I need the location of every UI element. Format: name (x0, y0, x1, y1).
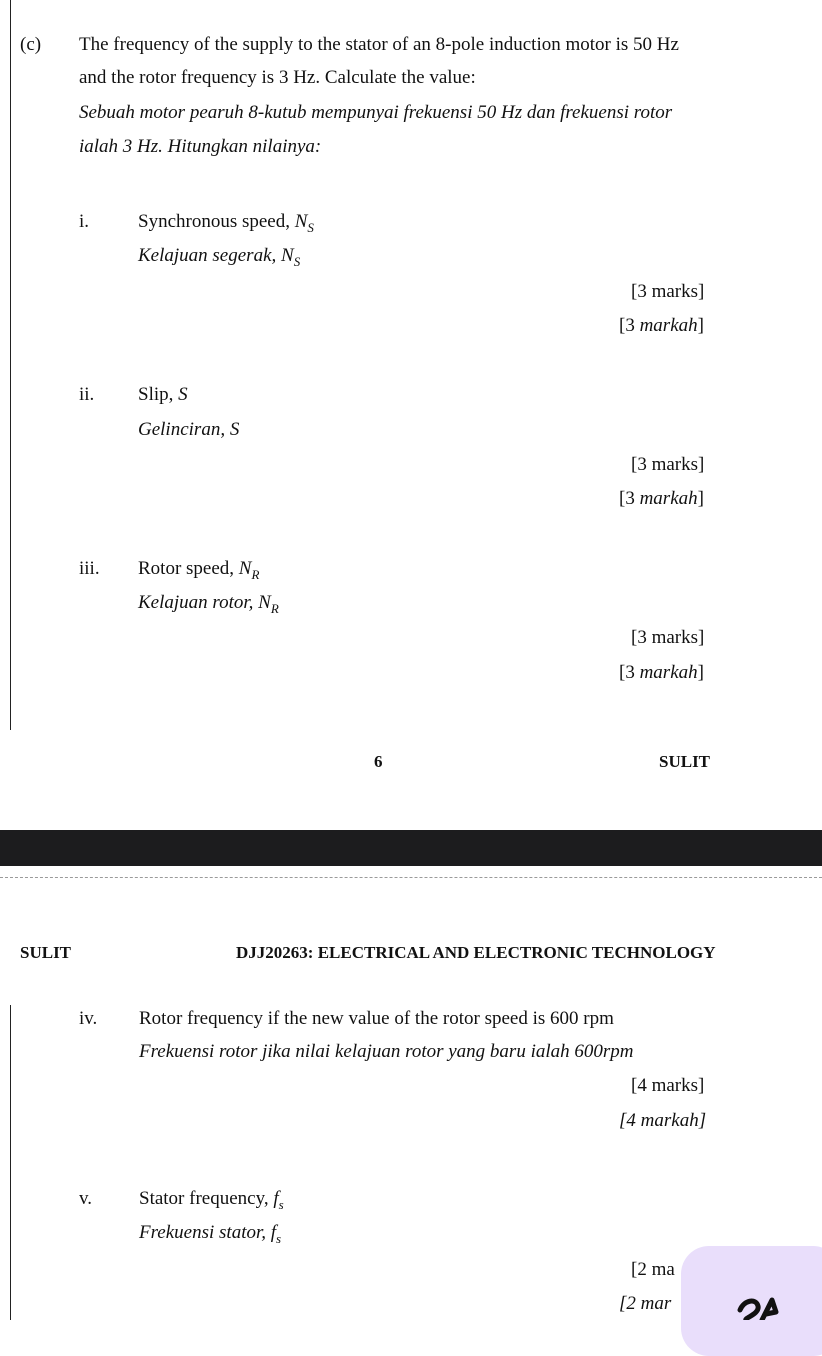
item-number: iv. (79, 1008, 98, 1029)
item-text-ms: Kelajuan segerak, $N_S$ (138, 245, 301, 269)
header-course: DJJ20263: ELECTRICAL AND ELECTRONIC TECHNOLOGY (236, 943, 716, 962)
marks-ms: [3 markah] (619, 488, 704, 509)
marks-en: [3 marks] (631, 454, 705, 475)
item-text-en: Rotor frequency if the new value of the rotor speed is 600 rpm (139, 1008, 614, 1029)
item-text-en: Synchronous speed, $N_S$ (138, 211, 314, 235)
page-number: 6 (374, 752, 383, 771)
margin-rule-top (10, 0, 11, 730)
item-number: i. (79, 211, 90, 232)
item-text-en: Slip, S (138, 384, 188, 405)
item-text-ms: Kelajuan rotor, $N_R$ (138, 592, 279, 616)
marks-en: [4 marks] (631, 1075, 705, 1096)
marks-ms: [2 mar (619, 1293, 672, 1314)
marks-en: [2 ma (631, 1259, 675, 1280)
footer-sulit: SULIT (659, 752, 711, 771)
item-text-en: Stator frequency, $f_s$ (139, 1188, 284, 1212)
item-number: v. (79, 1188, 93, 1209)
item-text-ms: Gelinciran, S (138, 419, 240, 440)
question-en-line-1: The frequency of the supply to the stator of an 8-pole induction motor is 50 Hz (79, 34, 679, 55)
margin-rule-bottom (10, 1005, 11, 1320)
marks-ms: [4 markah] (619, 1110, 707, 1131)
question-en-line-2: and the rotor frequency is 3 Hz. Calculate the value: (79, 67, 476, 88)
item-text-ms: Frekuensi rotor jika nilai kelajuan rotor yang baru ialah 600rpm (139, 1041, 634, 1062)
item-number: ii. (79, 384, 95, 405)
header-sulit: SULIT (20, 943, 72, 962)
marks-en: [3 marks] (631, 627, 705, 648)
scribble-icon (736, 1290, 786, 1320)
marks-en: [3 marks] (631, 281, 705, 302)
marks-ms: [3 markah] (619, 315, 704, 336)
part-label: (c) (20, 34, 42, 55)
item-text-en: Rotor speed, $N_R$ (138, 558, 260, 582)
page-break-band (0, 830, 822, 866)
item-text-ms: Frekuensi stator, $f_s$ (139, 1222, 282, 1246)
question-ms-line-1: Sebuah motor pearuh 8-kutub mempunyai frekuensi 50 Hz dan frekuensi rotor (79, 102, 673, 123)
question-ms-line-2: ialah 3 Hz. Hitungkan nilainya: (79, 136, 322, 157)
marks-ms: [3 markah] (619, 662, 704, 683)
item-number: iii. (79, 558, 100, 579)
page-break-dashed-line (0, 877, 822, 878)
